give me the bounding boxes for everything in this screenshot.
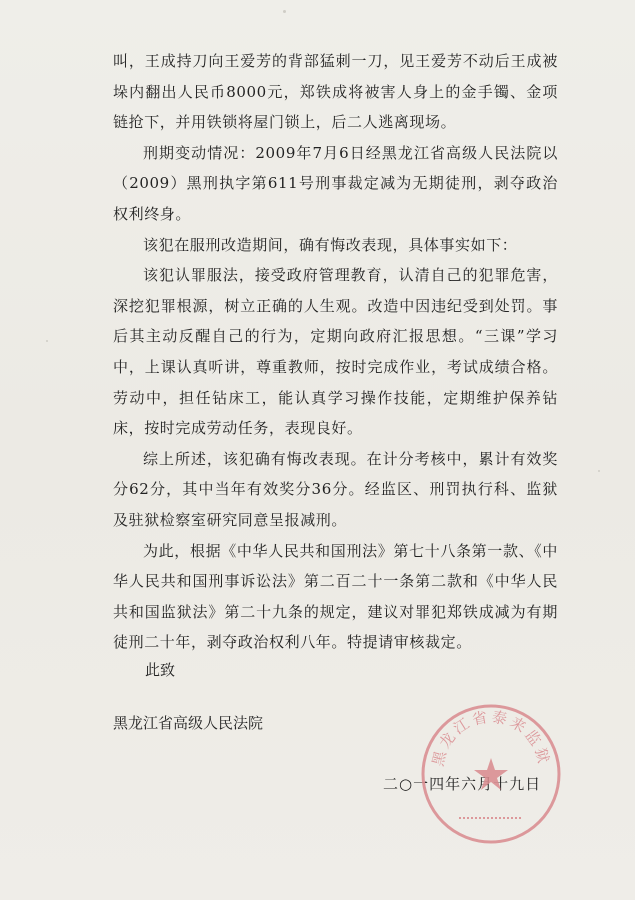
scan-speck <box>46 340 48 342</box>
document-date: 二○一四年六月十九日 <box>383 775 542 793</box>
closing-salutation: 此致 <box>145 661 176 679</box>
body-paragraph-4: 该犯认罪服法，接受政府管理教育，认清自己的犯罪危害，深挖犯罪根源，树立正确的人生观。改造中因违纪受到处罚。事后其主动反醒自己的行为，定期向政府汇报思想。“三课”学习中，上课认真听讲，尊重教师，按时完成作业，考试成绩合格。劳动中，担任钻床工，能认真学习操作技能，定期维护保养钻床，按时完成劳动任务，表现良好。 <box>113 266 558 438</box>
body-paragraph-5: 综上所述，该犯确有悔改表现。在计分考核中，累计有效奖分62分，其中当年有效奖分36分。经监区、刑罚执行科、监狱及驻狱检察室研究同意呈报减刑。 <box>113 449 558 529</box>
body-paragraph-6: 为此，根据《中华人民共和国刑法》第七十八条第一款、《中华人民共和国刑事诉讼法》第二百二十一条第二款和《中华人民共和国监狱法》第二十九条的规定，建议对罪犯郑铁成减为有期徒刑二十年，剥夺政治权利八年。特提请审核裁定。 <box>113 541 558 652</box>
seal-star-icon <box>474 758 508 790</box>
body-paragraph-3: 该犯在服刑改造期间，确有悔改表现，具体事实如下： <box>143 235 518 254</box>
scan-speck <box>598 470 600 472</box>
addressee: 黑龙江省高级人民法院 <box>113 714 264 732</box>
scan-speck <box>283 10 286 13</box>
seal-text: 黑龙江省泰来监狱 <box>428 707 554 769</box>
official-seal-stamp <box>417 700 565 848</box>
letter-body <box>113 46 558 658</box>
body-paragraph-2: 刑期变动情况：2009年7月6日经黑龙江省高级人民法院以（2009）黑刑执字第611号刑事裁定减为无期徒刑，剥夺政治权利终身。 <box>113 143 558 223</box>
body-paragraph-1: 叫，王成持刀向王爱芳的背部猛刺一刀，见王爱芳不动后王成被垛内翻出人民币8000元，郑铁成将被害人身上的金手镯、金项链抢下，并用铁锁将屋门锁上，后二人逃离现场。 <box>113 52 558 132</box>
